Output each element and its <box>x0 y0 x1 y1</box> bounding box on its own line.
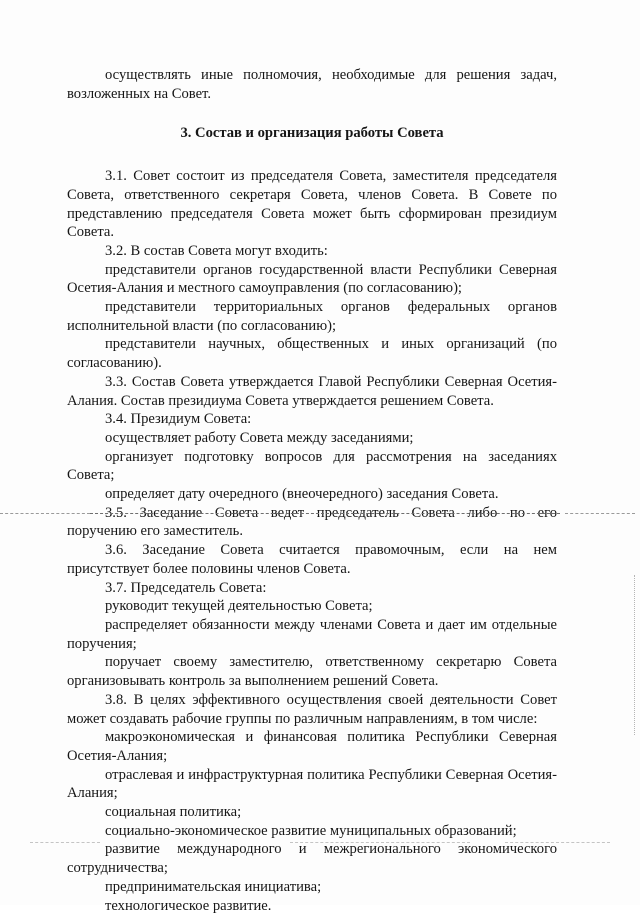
paragraph: 3.3. Состав Совета утверждается Главой Республики Северная Осетия-Алания. Состав президиума Совета утверждается решением Совета. <box>67 373 557 409</box>
paragraph: представители научных, общественных и иных организаций (по согласованию). <box>67 336 557 372</box>
scan-artifact-edge <box>634 575 635 735</box>
paragraph: осуществлять иные полномочия, необходимые для решения задач, возложенных на Совет. <box>67 67 557 102</box>
paragraph: 3.1. Совет состоит из председателя Совета, заместителя председателя Совета, ответственного секретаря Совета, членов Совета. В Совете по представлению председателя Совета может быть сформирован президиум Совета. <box>67 168 557 241</box>
paragraph: 3.2. В состав Совета могут входить: <box>105 242 328 259</box>
paragraph: представители территориальных органов федеральных органов исполнительной власти (по согласованию); <box>67 299 557 334</box>
document-body <box>67 66 557 915</box>
paragraph: технологическое развитие. <box>105 897 272 914</box>
paragraph: предпринимательская инициатива; <box>105 878 322 895</box>
paragraph: отраслевая и инфраструктурная политика Республики Северная Осетия-Алания; <box>67 766 557 802</box>
paragraph: развитие международного и межрегионального экономического сотрудничества; <box>67 841 557 877</box>
scan-artifact-line <box>30 842 100 843</box>
paragraph: 3.7. Председатель Совета: <box>105 579 267 596</box>
paragraph: осуществляет работу Совета между заседаниями; <box>105 429 414 446</box>
paragraph: поручает своему заместителю, ответственному секретарю Совета организовывать контроль за выполнением решений Совета. <box>67 654 557 690</box>
scan-artifact-line <box>0 513 90 514</box>
paragraph: социально-экономическое развитие муниципальных образований; <box>105 822 517 839</box>
paragraph: социальная политика; <box>105 804 242 821</box>
paragraph: 3.5. Заседание Совета ведет председатель Совета либо по его поручению его заместитель. <box>67 504 557 540</box>
paragraph: определяет дату очередного (внеочередного) заседания Совета. <box>105 486 499 503</box>
scan-artifact-line <box>290 842 470 843</box>
paragraph: 3.8. В целях эффективного осуществления своей деятельности Совет может создавать рабочие группы по различным направлениям, в том числе: <box>67 691 557 727</box>
paragraph: представители органов государственной власти Республики Северная Осетия-Алания и местного самоуправления (по согласованию); <box>67 261 557 297</box>
paragraph: организует подготовку вопросов для рассмотрения на заседаниях Совета; <box>67 448 557 484</box>
paragraph: 3.4. Президиум Совета: <box>105 411 252 428</box>
scan-artifact-line <box>90 513 560 514</box>
scan-artifact-line <box>565 513 635 514</box>
section-heading: 3. Состав и организация работы Совета <box>180 125 444 142</box>
paragraph: руководит текущей деятельностью Совета; <box>105 598 373 615</box>
scan-artifact-line <box>505 842 610 843</box>
paragraph: макроэкономическая и финансовая политика Республики Северная Осетия-Алания; <box>67 729 557 764</box>
paragraph: распределяет обязанности между членами Совета и дает им отдельные поручения; <box>67 616 557 652</box>
paragraph: 3.6. Заседание Совета считается правомочным, если на нем присутствует более половины членов Совета. <box>67 542 557 577</box>
